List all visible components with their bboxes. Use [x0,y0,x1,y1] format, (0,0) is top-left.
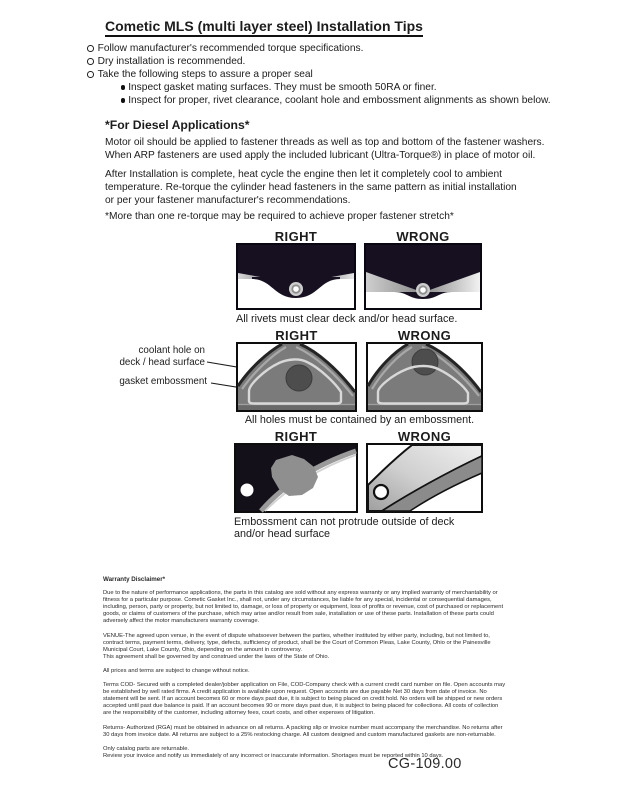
tip-bullet-item [87,55,551,68]
tip-text: Dry installation is recommended. [97,56,246,67]
tip-text: Follow manufacturer's recommended torque specifications. [97,43,364,54]
bullet-circle-icon [87,45,94,52]
embossment-containment-right-figure [236,342,357,412]
diesel-applications-heading: *For Diesel Applications* [105,118,250,132]
diesel-paragraph-1: Motor oil should be applied to fastener threads as well as top and bottom of the fastener washers. When ARP fasteners are used apply the included lubricant (Ultra-Torque®) in place of motor oil. [105,137,545,161]
legal-paragraph: Due to the nature of performance applications, the parts in this catalog are sold without any express warranty or any implied warranty of merchantability or fitness for a particular purpose. Cometic Gasket Inc., shall not, under any circumstances, be liable for any special, incidental or consequential damages, including, person, party or property, but not limited to, damage, or loss of property or equipment, loss of profits or revenue, cost of purchased or replacement goods, or claims of customers of the purchase, which may arise and/or result from sale, installation or use of these parts. Installation of these parts could adversely affect the motor manufacturers warranty coverage. [103,590,504,625]
embossment-protrusion-wrong-figure [366,443,483,513]
tip-bullet-item [87,42,551,55]
legal-paragraph: VENUE-The agreed upon venue, in the event of dispute whatsoever between the parties, whether instituted by either party, including, but not limited to, contract terms, payment terms, delivery, type, defects, sufficiency of product, shall be the Court of Common Pleas, Lake County, Ohio or the Painesville Municipal Court, Lake County, Ohio, depending on the amount in controversy. This agreement shall be governed by and construed under the laws of the State of Ohio. [103,632,491,660]
tip-sub-bullet-item [121,81,551,94]
diesel-paragraph-2: After Installation is complete, heat cycle the engine then let it completely cool to ambient temperature. Re-torque the cylinder head fasteners in the same pattern as initial installation or per your fastener manufacturer's recommendations. [105,169,517,206]
bullet-dot-icon [121,98,125,102]
doc-code: CG-109.00 [388,756,462,772]
page-title: Cometic MLS (multi layer steel) Installation Tips [105,18,423,37]
row1-right-label: RIGHT [274,229,318,244]
bullet-dot-icon [121,85,125,89]
tip-text: Inspect for proper, rivet clearance, coolant hole and embossment alignments as shown below. [128,95,551,106]
tip-bullet-item [87,68,551,81]
embossment-protrusion-right-figure [234,443,358,513]
row2-wrong-label: WRONG [397,328,452,343]
tip-text: Take the following steps to assure a proper seal [97,69,313,80]
rivet-clearance-right-figure [236,243,356,310]
legal-paragraph: All prices and terms are subject to change without notice. [103,667,250,674]
callout-label-coolant-hole: coolant hole on deck / head surface [119,345,205,368]
row3-right-label: RIGHT [274,429,318,444]
row2-caption: All holes must be contained by an embossment. [244,414,475,426]
row3-wrong-label: WRONG [397,429,452,444]
row2-right-label: RIGHT [275,328,318,343]
retorque-note: *More than one re-torque may be required to achieve proper fastener stretch* [105,211,454,222]
warranty-disclaimer-section [103,576,573,767]
row3-caption: Embossment can not protrude outside of deck and/or head surface [234,516,455,540]
legal-heading: Warranty Disclaimer* [103,576,166,583]
bullet-circle-icon [87,71,94,78]
row1-caption: All rivets must clear deck and/or head surface. [236,313,458,325]
embossment-containment-wrong-figure [366,342,483,412]
legal-paragraph: Returns- Authorized (RGA) must be obtained in advance on all returns. A packing slip or invoice number must accompany the merchandise. No returns after 30 days from invoice date. All returns are subject to a 25% restocking charge. All custom designed and custom manufactured gaskets are non-returnable. [103,724,503,738]
row1-wrong-label: WRONG [396,229,450,244]
callout-label-gasket-embossment: gasket embossment [119,376,207,387]
tip-text: Inspect gasket mating surfaces. They must be smooth 50RA or finer. [128,82,437,93]
rivet-clearance-wrong-figure [364,243,482,310]
legal-paragraph: Only catalog parts are returnable. Review your invoice and notify us immediately of any incorrect or inaccurate information. Shortages must be reported within 10 days. [103,745,444,759]
tip-sub-bullet-item [121,94,551,107]
bullet-circle-icon [87,58,94,65]
installation-tips-list [87,42,551,107]
legal-paragraph: Terms COD- Secured with a completed dealer/jobber application on File, COD-Company check with a current credit card number on file. Open accounts may be established by well rated firms. A credit application is available upon request. Open accounts are due payable Net 30 days from date of invoice. No statement will be sent. If an account becomes 60 or more days past due, it is subject to being placed on credit hold. No orders will be shipped or new orders accepted until past due balance is paid. If an account becomes 90 or more days past due, it is subject to being placed for collections. All costs of collection are the responsibility of the customer, including attorney fees, court costs, and other expenses of litigation. [103,682,506,717]
